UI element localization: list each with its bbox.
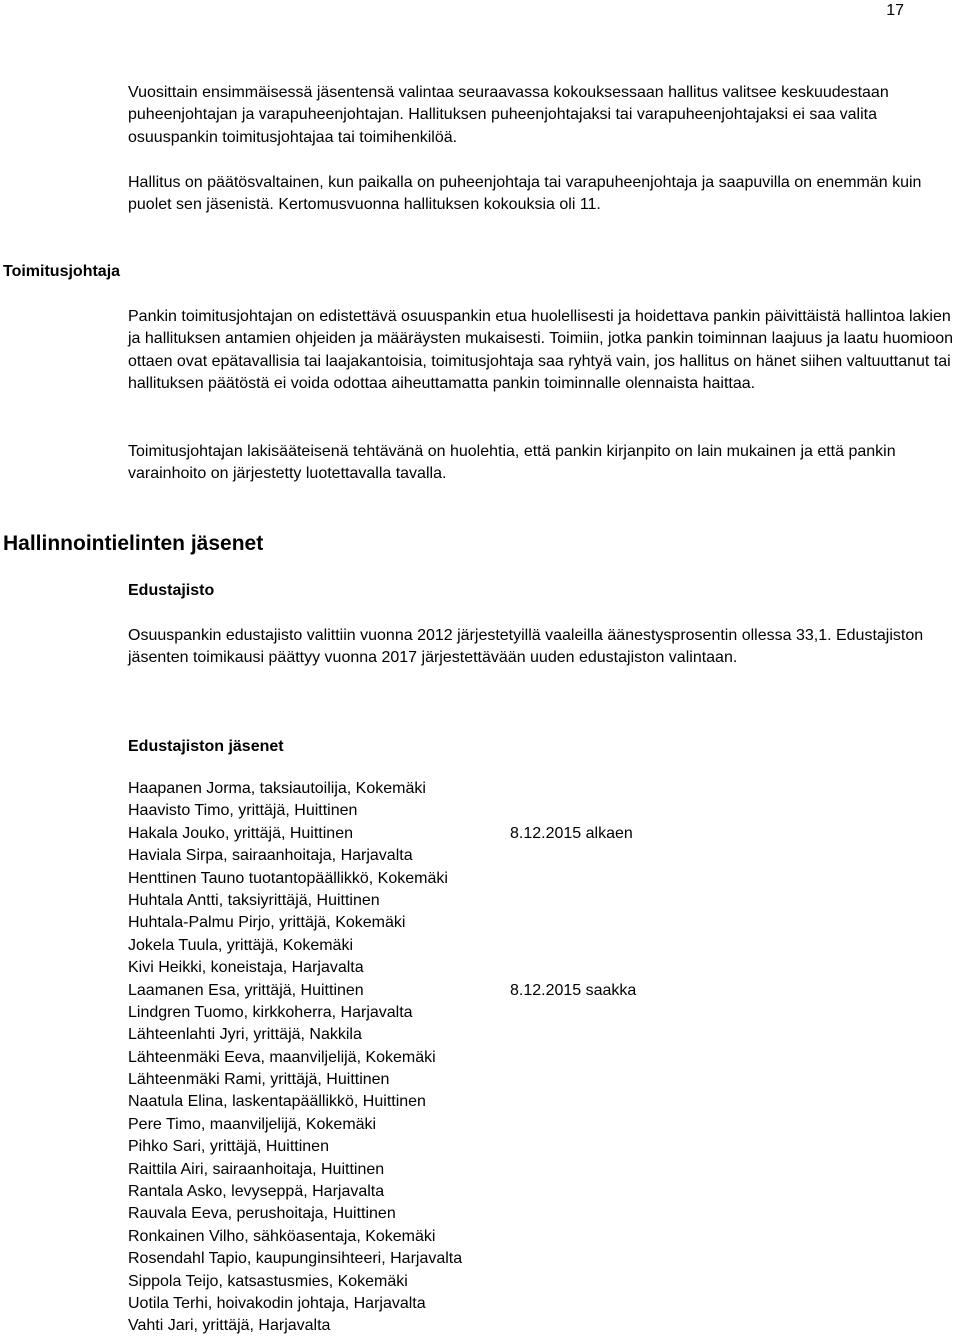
member-name: Vahti Jari, yrittäjä, Harjavalta: [128, 1317, 331, 1335]
list-item: [128, 1181, 948, 1203]
member-name: Henttinen Tauno tuotantopäällikkö, Kokemäki: [128, 869, 448, 887]
member-name: Lähteenlahti Jyri, yrittäjä, Nakkila: [128, 1026, 362, 1044]
member-name: Pihko Sari, yrittäjä, Huittinen: [128, 1138, 329, 1156]
list-item: [128, 1271, 948, 1293]
member-name: Huhtala-Palmu Pirjo, yrittäjä, Kokemäki: [128, 914, 406, 932]
list-item: [128, 1226, 948, 1248]
member-name: Rauvala Eeva, perushoitaja, Huittinen: [128, 1205, 396, 1223]
member-note: 8.12.2015 saakka: [510, 981, 637, 999]
member-note: 8.12.2015 alkaen: [510, 824, 633, 842]
list-item: [128, 868, 948, 890]
list-item: [128, 1293, 948, 1315]
paragraph-hallitus-paatosvaltaisuus: Hallitus on päätösvaltainen, kun paikalla on puheenjohtaja tai varapuheenjohtaja ja saapuvilla on enemmän kuin puolet sen jäsenistä. Kertomusvuonna hallituksen kokouksia oli 11.: [128, 174, 922, 214]
member-name: Lähteenmäki Rami, yrittäjä, Huittinen: [128, 1071, 390, 1089]
list-item: [128, 912, 948, 934]
list-item: [128, 980, 948, 1002]
heading-edustajiston-jasenet: Edustajiston jäsenet: [128, 738, 284, 755]
member-name: Naatula Elina, laskentapäällikkö, Huittinen: [128, 1093, 426, 1111]
heading-hallinnointielinten-jasenet: Hallinnointielinten jäsenet: [3, 532, 264, 555]
member-name: Huhtala Antti, taksiyrittäjä, Huittinen: [128, 891, 380, 909]
list-item: [128, 845, 948, 867]
list-item: [128, 1248, 948, 1270]
member-name: Jokela Tuula, yrittäjä, Kokemäki: [128, 936, 353, 954]
paragraph-edustajisto: Osuuspankin edustajisto valittiin vuonna 2012 järjestetyillä vaaleilla äänestysprosentin ollessa 33,1. Edustajiston jäsenten toimikausi päättyy vuonna 2017 järjestettävään uuden edustajiston valintaan.: [128, 627, 924, 667]
member-name: Rantala Asko, levyseppä, Harjavalta: [128, 1183, 385, 1201]
page-number: 17: [886, 2, 904, 19]
list-item: [128, 1159, 948, 1181]
heading-toimitusjohtaja: Toimitusjohtaja: [3, 263, 121, 280]
member-name: Lindgren Tuomo, kirkkoherra, Harjavalta: [128, 1003, 413, 1021]
paragraph-toimitusjohtaja-tehtavat: Pankin toimitusjohtajan on edistettävä osuuspankin etua huolellisesti ja hoidettava pankin päivittäistä hallintoa lakien ja hallituksen antamien ohjeiden ja määräysten mukaisesti. Toimiin, jotka pankin toiminnan laajuus ja laatu huomioon ottaen ovat epätavallisia tai laajakantoisia, toimitusjohtaja saa ryhtyä vain, jos hallitus on hänet siihen valtuuttanut tai hallituksen päätöstä ei voida odottaa aiheuttamatta pankin toiminnalle olennaista haittaa.: [128, 308, 954, 393]
list-item: [128, 1203, 948, 1225]
list-item: [128, 823, 948, 845]
list-item: [128, 1047, 948, 1069]
list-item: [128, 1024, 948, 1046]
list-item: [128, 890, 948, 912]
member-list: [128, 778, 948, 1338]
list-item: [128, 1114, 948, 1136]
member-name: Haviala Sirpa, sairaanhoitaja, Harjavalta: [128, 847, 413, 865]
paragraph-hallitus-valinta: Vuosittain ensimmäisessä jäsentensä valintaa seuraavassa kokouksessaan hallitus valitsee keskuudestaan puheenjohtajan ja varapuheenjohtajan. Hallituksen puheenjohtajaksi tai varapuheenjohtajaksi ei saa valita osuuspankin toimitusjohtajaa tai toimihenkilöä.: [128, 84, 889, 146]
member-name: Rosendahl Tapio, kaupunginsihteeri, Harjavalta: [128, 1250, 463, 1268]
list-item: [128, 800, 948, 822]
member-name: Lähteenmäki Eeva, maanviljelijä, Kokemäki: [128, 1048, 436, 1066]
member-name: Raittila Airi, sairaanhoitaja, Huittinen: [128, 1160, 385, 1178]
member-name: Ronkainen Vilho, sähköasentaja, Kokemäki: [128, 1227, 436, 1245]
list-item: [128, 1002, 948, 1024]
member-name: Kivi Heikki, koneistaja, Harjavalta: [128, 959, 364, 977]
list-item: [128, 957, 948, 979]
member-name: Hakala Jouko, yrittäjä, Huittinen: [128, 824, 353, 842]
heading-edustajisto: Edustajisto: [128, 582, 215, 599]
member-name: Laamanen Esa, yrittäjä, Huittinen: [128, 981, 364, 999]
list-item: [128, 778, 948, 800]
member-name: Pere Timo, maanviljelijä, Kokemäki: [128, 1115, 377, 1133]
list-item: [128, 1315, 948, 1337]
list-item: [128, 935, 948, 957]
list-item: [128, 1136, 948, 1158]
member-name: Haavisto Timo, yrittäjä, Huittinen: [128, 802, 358, 820]
member-name: Uotila Terhi, hoivakodin johtaja, Harjavalta: [128, 1294, 426, 1312]
paragraph-toimitusjohtaja-lakisaateinen: Toimitusjohtajan lakisääteisenä tehtävänä on huolehtia, että pankin kirjanpito on lain mukainen ja että pankin varainhoito on järjestetty luotettavalla tavalla.: [128, 443, 896, 483]
member-name: Sippola Teijo, katsastusmies, Kokemäki: [128, 1272, 408, 1290]
member-name: Haapanen Jorma, taksiautoilija, Kokemäki: [128, 780, 426, 797]
list-item: [128, 1091, 948, 1113]
list-item: [128, 1069, 948, 1091]
